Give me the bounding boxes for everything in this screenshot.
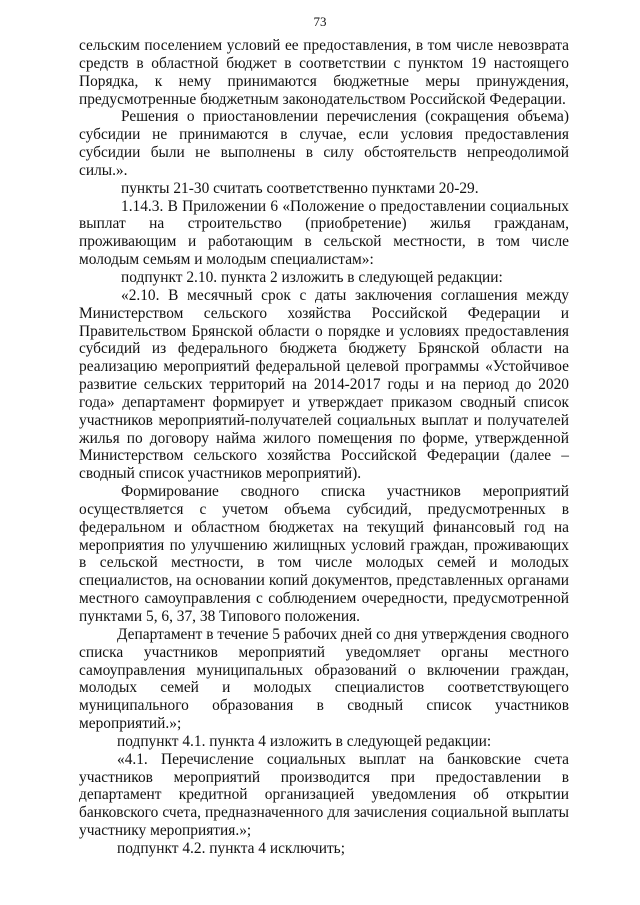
paragraph-subitem-2-10: «2.10. В месячный срок с даты заключения соглашения между Министерством сельского хозяйства Российской Федерации и Правительством Брянской области о порядке и условиях предоставления субсидий из федерального бюджета бюджету Брянской области на реализацию мероприятий федеральной целевой программы «Устойчивое развитие сельских территорий на 2014-2017 годы и на период до 2020 года» департамент формирует и утверждает приказом сводный список участников мероприятий-получателей социальных выплат и получателей жилья по договору найма жилого помещения по форме, утвержденной Министерством сельского хозяйства Российской Федерации (далее – сводный список участников мероприятий). [79,286,569,483]
document-body [79,37,569,858]
paragraph-subitem-4-1-intro: подпункт 4.1. пункта 4 изложить в следующей редакции: [117,732,492,750]
paragraph-subitem-4-2: подпункт 4.2. пункта 4 исключить; [117,839,345,857]
paragraph-subitem-2-10-intro: подпункт 2.10. пункта 2 изложить в следующей редакции: [121,268,503,286]
page-number: 73 [313,14,327,29]
paragraph-department-notice: Департамент в течение 5 рабочих дней со дня утверждения сводного списка участников мероприятий уведомляет органы местного самоуправления муниципальных образований о включении граждан, молодых семей и молодых специалистов соответствующего муниципального образования в сводный список участников мероприятий.»; [79,625,569,733]
paragraph-suspension-decisions: Решения о приостановлении перечисления (сокращения объема) субсидии не принимаются в случае, если условия предоставления субсидии были не выполнены в силу обстоятельств непреодолимой силы.». [79,108,569,179]
paragraph-subitem-4-1: «4.1. Перечисление социальных выплат на банковские счета участников мероприятий производится при предоставлении в департамент кредитной организацией уведомления об открытии банковского счета, предназначенного для зачисления социальной выплаты участнику мероприятия.»; [79,750,569,840]
paragraph-appendix-6: 1.14.3. В Приложении 6 «Положение о предоставлении социальных выплат на строительство (приобретение) жилья гражданам, проживающим и работающим в сельской местности, в том числе молодым семьям и молодым специалистам»: [79,197,569,269]
paragraph-continuation: сельским поселением условий ее предоставления, в том числе невозврата средств в областной бюджет в соответствии с пунктом 19 настоящего Порядка, к нему принимаются бюджетные меры принуждения, предусмотренные бюджетным законодательством Российской Федерации. [79,37,569,108]
paragraph-list-formation: Формирование сводного списка участников мероприятий осуществляется с учетом объема субсидий, предусмотренных в федеральном и областном бюджетах на текущий финансовый год на мероприятия по улучшению жилищных условий граждан, проживающих в сельской местности, в том числе молодых семей и молодых специалистов, на основании копий документов, представленных органами местного самоуправления с соблюдением очередности, предусмотренной пунктами 5, 6, 37, 38 Типового положения. [79,483,569,625]
paragraph-renumbering: пункты 21-30 считать соответственно пунктами 20-29. [121,179,479,197]
